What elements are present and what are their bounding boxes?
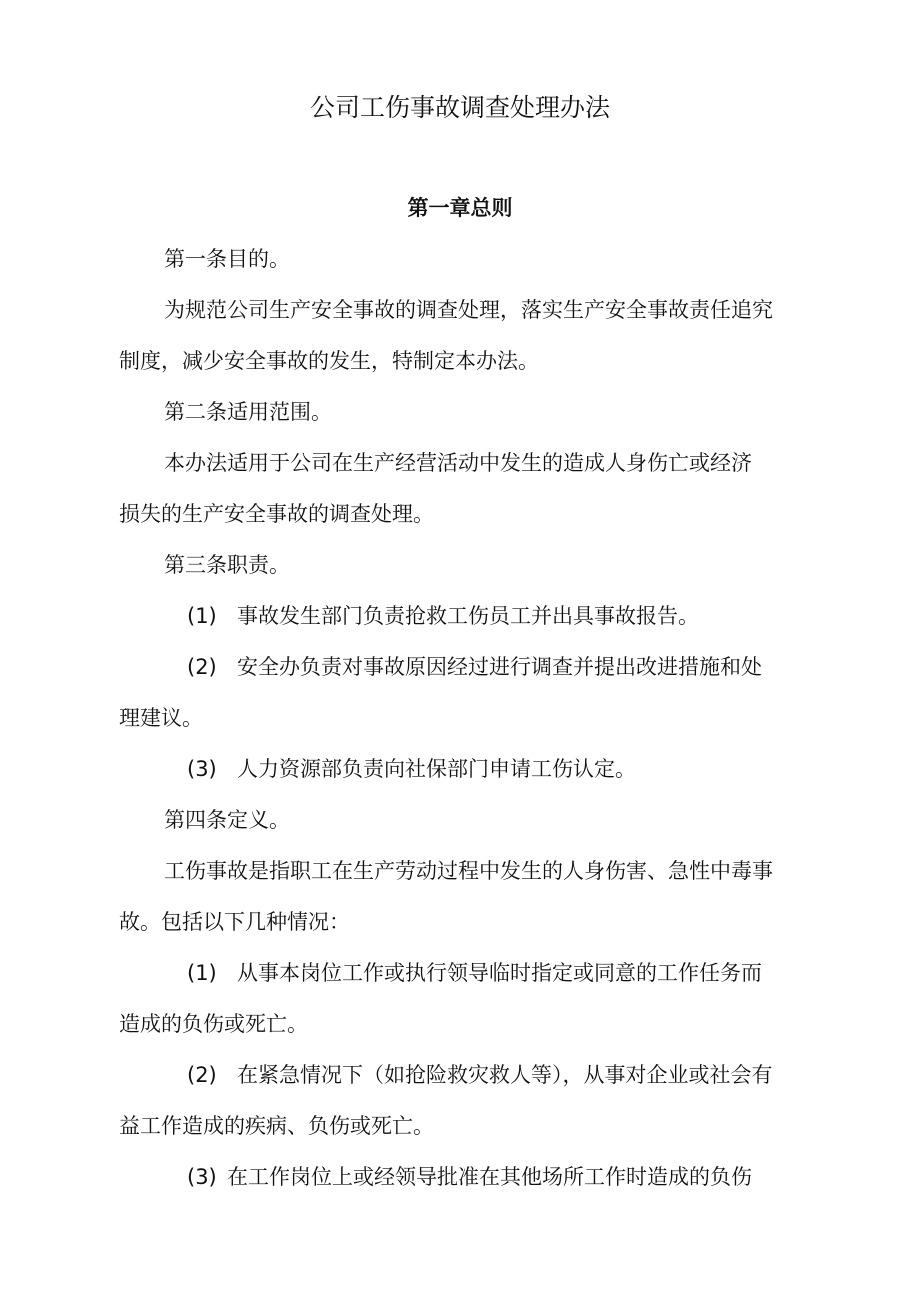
paragraph-line: 益工作造成的疾病、负伤或死亡。 [119,1114,434,1138]
list-number: (1) [187,604,217,628]
paragraph-line: 工伤事故是指职工在生产劳动过程中发生的人身伤害、急性中毒事 [164,859,773,883]
list-item [0,652,920,682]
paragraph-line: 为规范公司生产安全事故的调查处理，落实生产安全事故责任追究 [164,298,773,322]
article-1-heading: 第一条目的。 [164,247,290,271]
list-text: 安全办负责对事故原因经过进行调查并提出改进措施和处 [237,655,762,679]
list-item [0,1060,920,1090]
list-number: (2) [187,1063,217,1087]
list-text: 从事本岗位工作或执行领导临时指定或同意的工作任务而 [237,961,762,985]
article-4-heading: 第四条定义。 [164,808,290,832]
list-number: (1) [187,961,217,985]
chapter-title: 第一章总则 [407,196,513,220]
paragraph-line: 制度，减少安全事故的发生，特制定本办法。 [119,349,539,373]
paragraph-line: 造成的负伤或死亡。 [119,1012,308,1036]
list-text: 人力资源部负责向社保部门申请工伤认定。 [237,757,636,781]
list-text: 事故发生部门负责抢救工伤员工并出具事故报告。 [237,604,699,628]
paragraph-line: 故。包括以下几种情况： [119,910,350,934]
paragraph-line: 损失的生产安全事故的调查处理。 [119,502,434,526]
list-text: 在工作岗位上或经领导批准在其他场所工作时造成的负伤 [227,1165,752,1189]
list-number: (2) [187,655,217,679]
article-2-heading: 第二条适用范围。 [164,400,332,424]
document-title: 公司工伤事故调查处理办法 [309,93,610,122]
list-item [0,958,920,988]
paragraph-line: 本办法适用于公司在生产经营活动中发生的造成人身伤亡或经济 [164,451,752,475]
list-item [0,1162,920,1192]
article-3-heading: 第三条职责。 [164,553,290,577]
list-text: 在紧急情况下（如抢险救灾救人等），从事对企业或社会有 [237,1063,773,1087]
list-number: (3) [187,1165,217,1189]
paragraph-line: 理建议。 [119,706,203,730]
list-item [0,601,920,631]
list-item [0,754,920,784]
list-number: (3) [187,757,217,781]
